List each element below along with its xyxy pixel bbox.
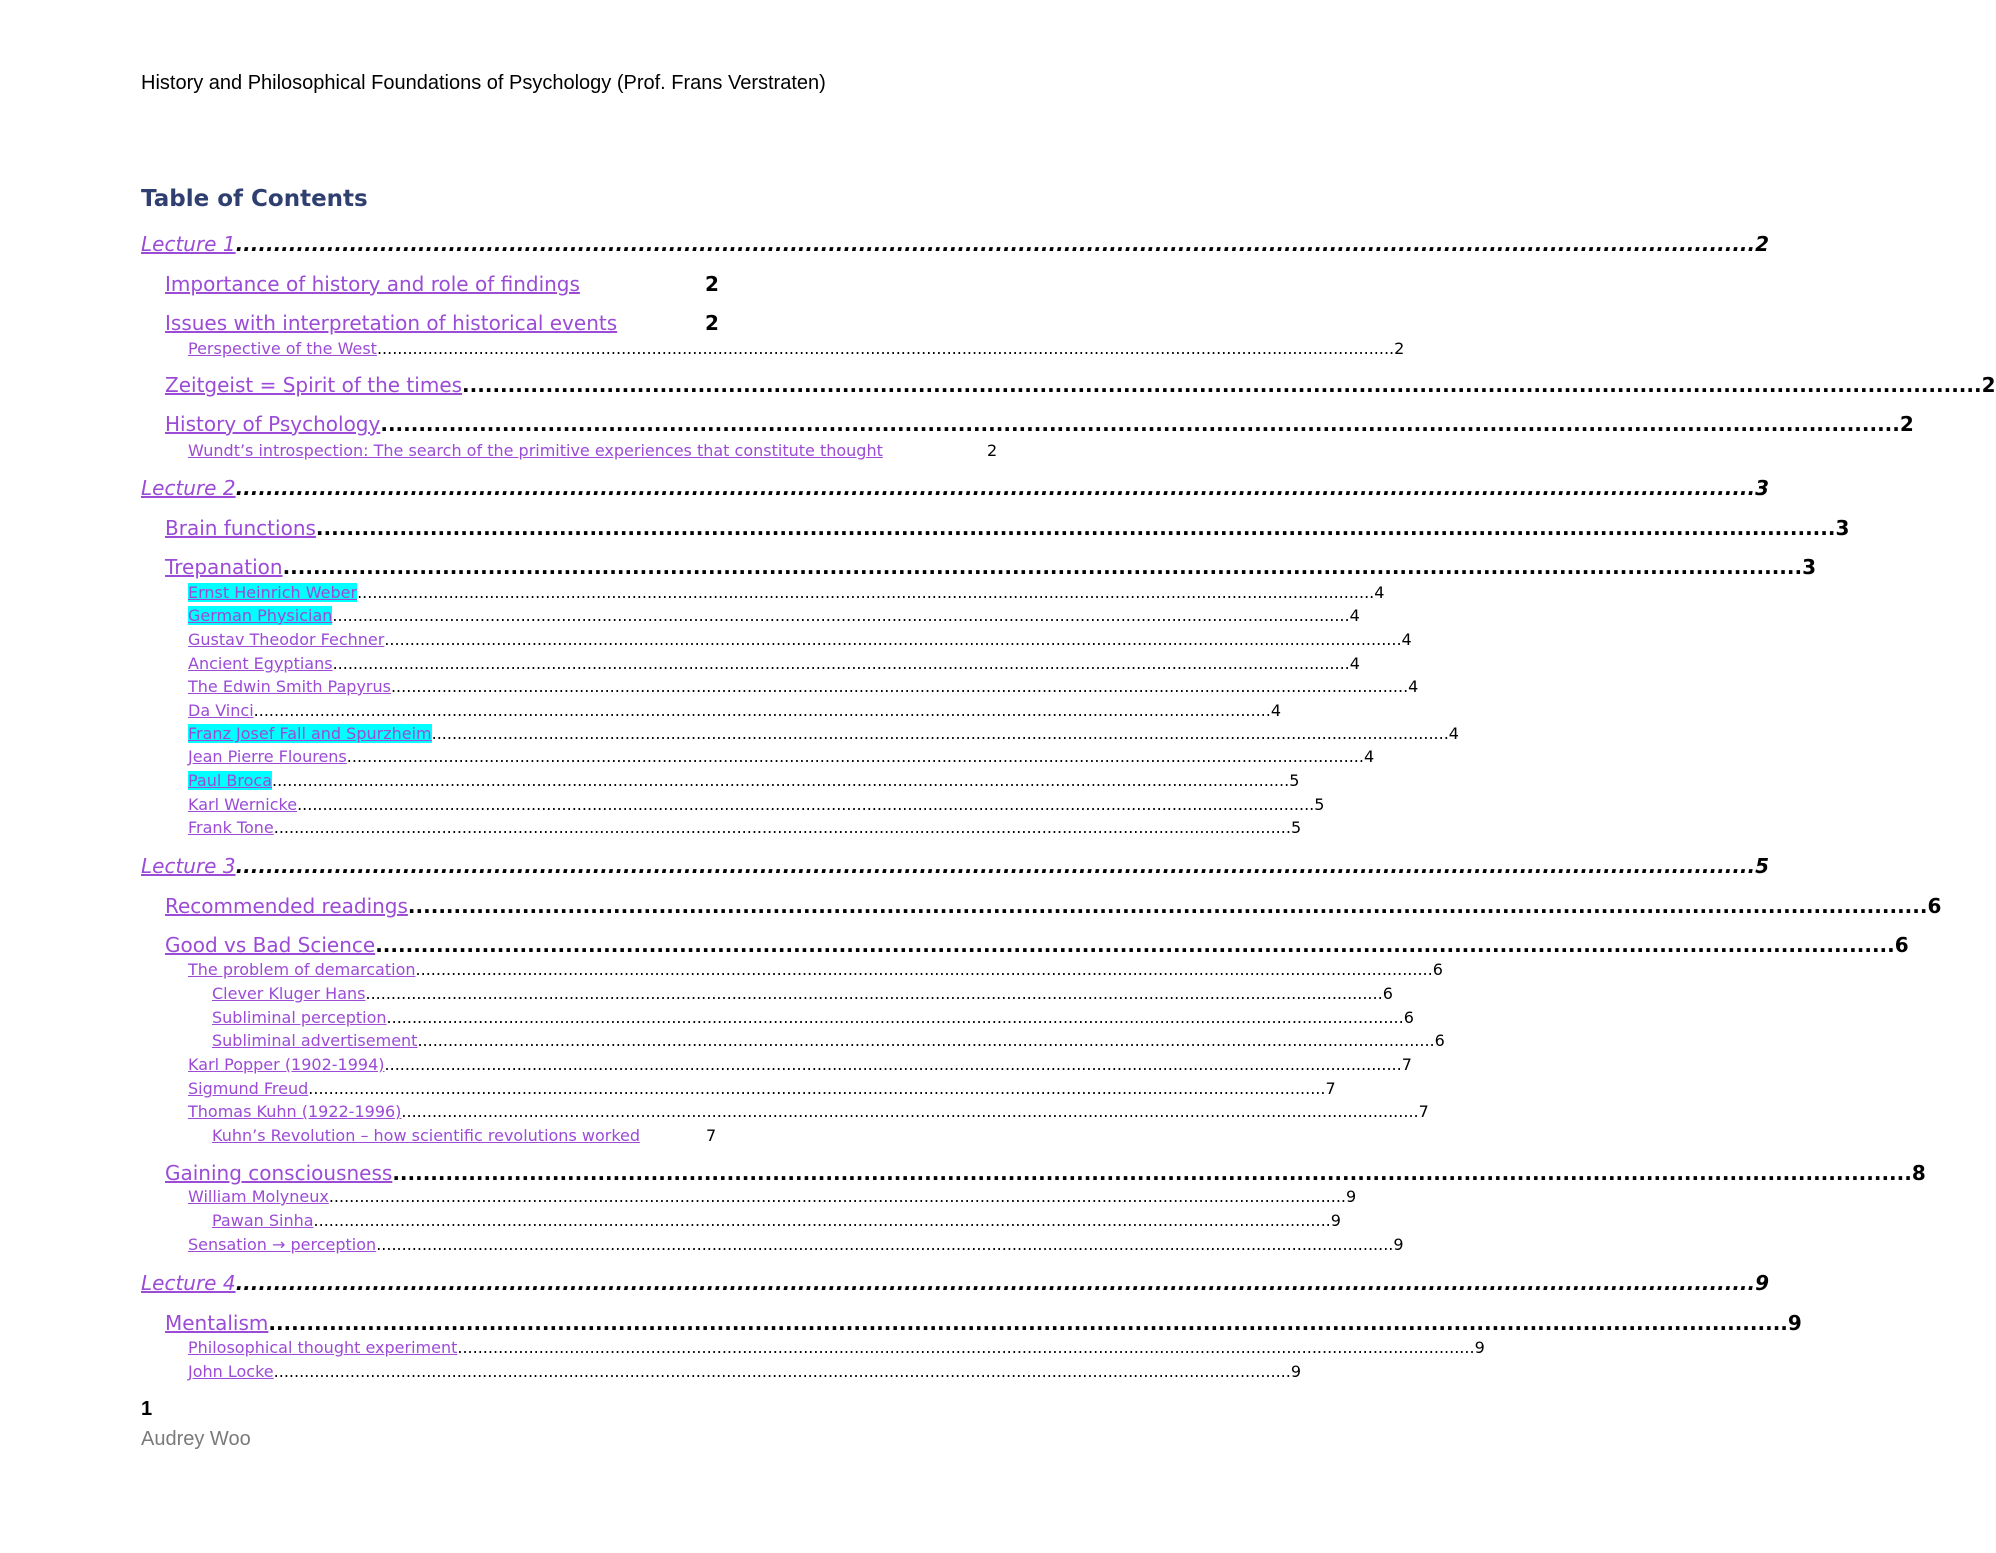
dot-leader: ........................................................................................................................................................................................................ [332,606,1350,625]
toc-entry[interactable] [188,441,998,460]
toc-entry-page-number: 4 [1448,724,1459,743]
toc-entry-link[interactable]: Recommended readings [165,894,408,918]
dot-leader: ........................................................................................................................................................................................................ [313,1211,1331,1230]
toc-entry[interactable] [188,1102,1429,1121]
toc-entry-link[interactable]: Gaining consciousness [165,1161,393,1185]
toc-entry-page-number: 4 [1401,630,1412,649]
toc-entry[interactable] [188,960,1443,979]
toc-entry[interactable] [165,1311,1802,1335]
toc-entry-link[interactable]: Frank Tone [188,818,274,837]
dot-leader: ........................................................................................................................................................................................................ [272,771,1290,790]
toc-entry-page-number: 9 [1330,1211,1341,1230]
toc-entry[interactable] [141,854,1770,878]
toc-entry-link[interactable]: Kuhn’s Revolution – how scientific revolutions worked [212,1126,641,1145]
toc-entry-link[interactable]: Lecture 4 [141,1271,236,1295]
toc-entry-page-number: 4 [1363,747,1375,766]
toc-entry-link[interactable]: Brain functions [165,516,316,540]
dot-leader: ........................................................................................................................................................................................................ [386,1008,1404,1027]
toc-entry[interactable] [165,272,719,296]
toc-entry-link[interactable]: Subliminal advertisement [212,1031,418,1050]
dot-leader: ........................................................................................................................................................................................................ [282,555,1803,579]
toc-entry[interactable] [212,1031,1445,1050]
toc-entry-page-number: 4 [1349,606,1360,625]
dot-leader: ........................................................................................................................................................................................................ [376,339,1395,358]
toc-entry[interactable] [188,630,1412,649]
toc-entry-page-number: 8 [1911,1161,1926,1185]
toc-entry-page-number: 2 [1981,373,1996,397]
toc-entry[interactable] [188,677,1419,696]
dot-leader: ........................................................................................................................................................................................................ [273,818,1291,837]
toc-entry[interactable] [212,1008,1414,1027]
toc-entry[interactable] [141,1271,1770,1295]
dot-leader: ........................................................................................................................................................................................................ [315,516,1836,540]
toc-entry-link[interactable]: Issues with interpretation of historical events [165,311,618,335]
toc-entry-link[interactable]: Karl Popper (1902-1994) [188,1055,385,1074]
toc-entry-page-number: 9 [1755,1271,1770,1295]
toc-entry-link[interactable]: Jean Pierre Flourens [188,747,347,766]
toc-entry[interactable] [188,701,1282,720]
toc-entry[interactable] [188,1055,1412,1074]
dot-leader: ........................................................................................................................................................................................................ [235,232,1756,256]
dot-leader: ........................................................................................................................................................................................................ [332,654,1350,673]
toc-entry[interactable] [165,933,1909,957]
toc-entry-page-number: 5 [1314,795,1325,814]
toc-entry-link[interactable]: Wundt’s introspection: The search of the primitive experiences that constitute thought [188,441,883,460]
toc-entry-link[interactable]: Trepanation [165,555,283,579]
toc-entry[interactable] [188,1079,1336,1098]
page-header-title: History and Philosophical Foundations of Psychology (Prof. Frans Verstraten) [141,72,826,94]
toc-entry[interactable] [165,373,1996,397]
toc-entry-page-number: 7 [706,1126,717,1145]
toc-entry[interactable] [141,232,1770,256]
dot-leader: ........................................................................................................................................................................................................ [273,1362,1291,1381]
toc-entry-link[interactable]: German Physician [188,606,333,625]
toc-entry-page-number: 2 [705,272,719,296]
toc-entry[interactable] [188,654,1360,673]
toc-entry-page-number: 6 [1434,1031,1445,1050]
toc-entry-page-number: 6 [1403,1008,1414,1027]
toc-entry-link[interactable]: Importance of history and role of findings [165,272,580,296]
toc-entry-page-number: 4 [1374,583,1385,602]
toc-entry-link[interactable]: John Locke [188,1362,274,1381]
toc-entry[interactable] [212,984,1393,1003]
toc-entry-link[interactable]: Gustav Theodor Fechner [188,630,385,649]
toc-entry-page-number: 5 [1290,818,1302,837]
toc-entry-link[interactable]: Thomas Kuhn (1922-1996) [188,1102,402,1121]
dot-leader: ........................................................................................................................................................................................................ [462,373,1982,397]
footer-page-number: 1 [141,1398,153,1420]
toc-entry[interactable] [188,1338,1485,1357]
toc-entry[interactable] [165,894,1942,918]
toc-entry[interactable] [188,606,1360,625]
toc-entry-page-number: 2 [1755,232,1770,256]
toc-entry-page-number: 4 [1408,677,1419,696]
toc-entry-link[interactable]: Zeitgeist = Spirit of the times [165,373,463,397]
dot-leader: ........................................................................................................................................................................................................ [384,1055,1402,1074]
toc-entry-page-number: 9 [1346,1187,1357,1206]
toc-entry-page-number: 6 [1894,933,1909,957]
toc-entry[interactable] [165,1161,1926,1185]
dot-leader: ........................................................................................................................................................................................................ [457,1338,1475,1357]
dot-leader: ........................................................................................................................................................................................................ [365,984,1383,1003]
dot-leader: ........................................................................................................................................................................................................ [415,960,1433,979]
dot-leader: ........................................................................................................................................................................................................ [328,1187,1347,1206]
toc-entry-page-number: 7 [1401,1055,1412,1074]
dot-leader: ........................................................................................................................................................................................................ [297,795,1315,814]
dot-leader: ........................................................................................................................................................................................................ [235,854,1756,878]
dot-leader: ........................................................................................................................................................................................................ [401,1102,1419,1121]
toc-entry-page-number: 2 [705,311,719,335]
dot-leader: ........................................................................................................................................................................................................ [235,1271,1756,1295]
toc-entry-link[interactable]: Ancient Egyptians [188,654,333,673]
toc-entry-page-number: 7 [1418,1102,1429,1121]
toc-entry[interactable] [165,516,1850,540]
toc-entry-page-number: 4 [1349,654,1360,673]
toc-entry-link[interactable]: Subliminal perception [212,1008,387,1027]
toc-entry-link[interactable]: Lecture 1 [141,232,236,256]
dot-leader: ........................................................................................................................................................................................................ [235,476,1756,500]
toc-entry[interactable] [141,476,1770,500]
toc-entry[interactable] [188,818,1302,837]
toc-entry-page-number: 2 [1899,412,1914,436]
toc-entry[interactable] [188,795,1325,814]
footer-author: Audrey Woo [141,1428,251,1450]
toc-entry-link[interactable]: Franz Josef Fall and Spurzheim [188,724,432,743]
toc-entry[interactable] [188,583,1385,602]
toc-entry-link[interactable]: The problem of demarcation [188,960,416,979]
toc-entry[interactable] [188,1362,1302,1381]
toc-entry-link[interactable]: Pawan Sinha [212,1211,314,1230]
toc-entry-link[interactable]: Mentalism [165,1311,269,1335]
toc-entry[interactable] [188,747,1375,766]
toc-entry-page-number: 4 [1270,701,1282,720]
toc-entry-link[interactable]: Sigmund Freud [188,1079,309,1098]
toc-entry[interactable] [188,724,1459,743]
toc-entry-link[interactable]: Ernst Heinrich Weber [188,583,358,602]
dot-leader: ........................................................................................................................................................................................................ [417,1031,1435,1050]
dot-leader: ........................................................................................................................................................................................................ [384,630,1402,649]
toc-entry-page-number: 2 [1394,339,1405,358]
toc-entry-page-number: 3 [1802,555,1817,579]
toc-entry-link[interactable]: Lecture 2 [141,476,236,500]
toc-entry-link[interactable]: Perspective of the West [188,339,377,358]
dot-leader: ........................................................................................................................................................................................................ [346,747,1364,766]
toc-entry-link[interactable]: Sensation → perception [188,1235,377,1254]
dot-leader: ........................................................................................................................................................................................................ [268,1311,1788,1335]
toc-heading: Table of Contents [141,186,368,212]
toc-entry-page-number: 6 [1382,984,1393,1003]
dot-leader: ........................................................................................................................................................................................................ [390,677,1409,696]
toc-entry-page-number: 9 [1290,1362,1302,1381]
toc-entry-link[interactable]: Clever Kluger Hans [212,984,366,1003]
toc-entry-link[interactable]: Lecture 3 [141,854,236,878]
toc-entry[interactable] [212,1211,1341,1230]
dot-leader: ........................................................................................................................................................................................................ [308,1079,1326,1098]
toc-entry-link[interactable]: William Molyneux [188,1187,329,1206]
toc-entry-page-number: 9 [1474,1338,1485,1357]
toc-entry-page-number: 9 [1393,1235,1404,1254]
dot-leader: ........................................................................................................................................................................................................ [392,1161,1912,1185]
dot-leader: ........................................................................................................................................................................................................ [253,701,1271,720]
toc-entry[interactable] [188,1187,1357,1206]
dot-leader: ........................................................................................................................................................................................................ [407,894,1928,918]
toc-entry-link[interactable]: Philosophical thought experiment [188,1338,458,1357]
toc-entry[interactable] [188,339,1405,358]
toc-entry[interactable] [165,311,719,335]
toc-entry-page-number: 6 [1432,960,1443,979]
toc-entry-link[interactable]: Karl Wernicke [188,795,298,814]
dot-leader: ........................................................................................................................................................................................................ [375,933,1895,957]
toc-entry-link[interactable]: Paul Broca [188,771,272,790]
toc-entry-page-number: 6 [1927,894,1942,918]
toc-entry-link[interactable]: Good vs Bad Science [165,933,376,957]
toc-entry-link[interactable]: The Edwin Smith Papyrus [188,677,391,696]
toc-entry-page-number: 5 [1755,854,1770,878]
dot-leader: ........................................................................................................................................................................................................ [380,412,1900,436]
toc-entry-page-number: 5 [1289,771,1300,790]
toc-entry-link[interactable]: Da Vinci [188,701,254,720]
toc-entry[interactable] [212,1126,717,1145]
toc-entry-page-number: 7 [1325,1079,1336,1098]
toc-entry-page-number: 2 [987,441,998,460]
dot-leader: ........................................................................................................................................................................................................ [376,1235,1394,1254]
toc-entry[interactable] [188,771,1300,790]
toc-entry-link[interactable]: History of Psychology [165,412,381,436]
toc-entry[interactable] [165,412,1914,436]
toc-entry[interactable] [188,1235,1404,1254]
dot-leader: ........................................................................................................................................................................................................ [431,724,1449,743]
toc-entry[interactable] [165,555,1817,579]
toc-entry-page-number: 3 [1755,476,1770,500]
dot-leader: ........................................................................................................................................................................................................ [357,583,1375,602]
toc-entry-page-number: 3 [1835,516,1850,540]
toc-entry-page-number: 9 [1787,1311,1802,1335]
